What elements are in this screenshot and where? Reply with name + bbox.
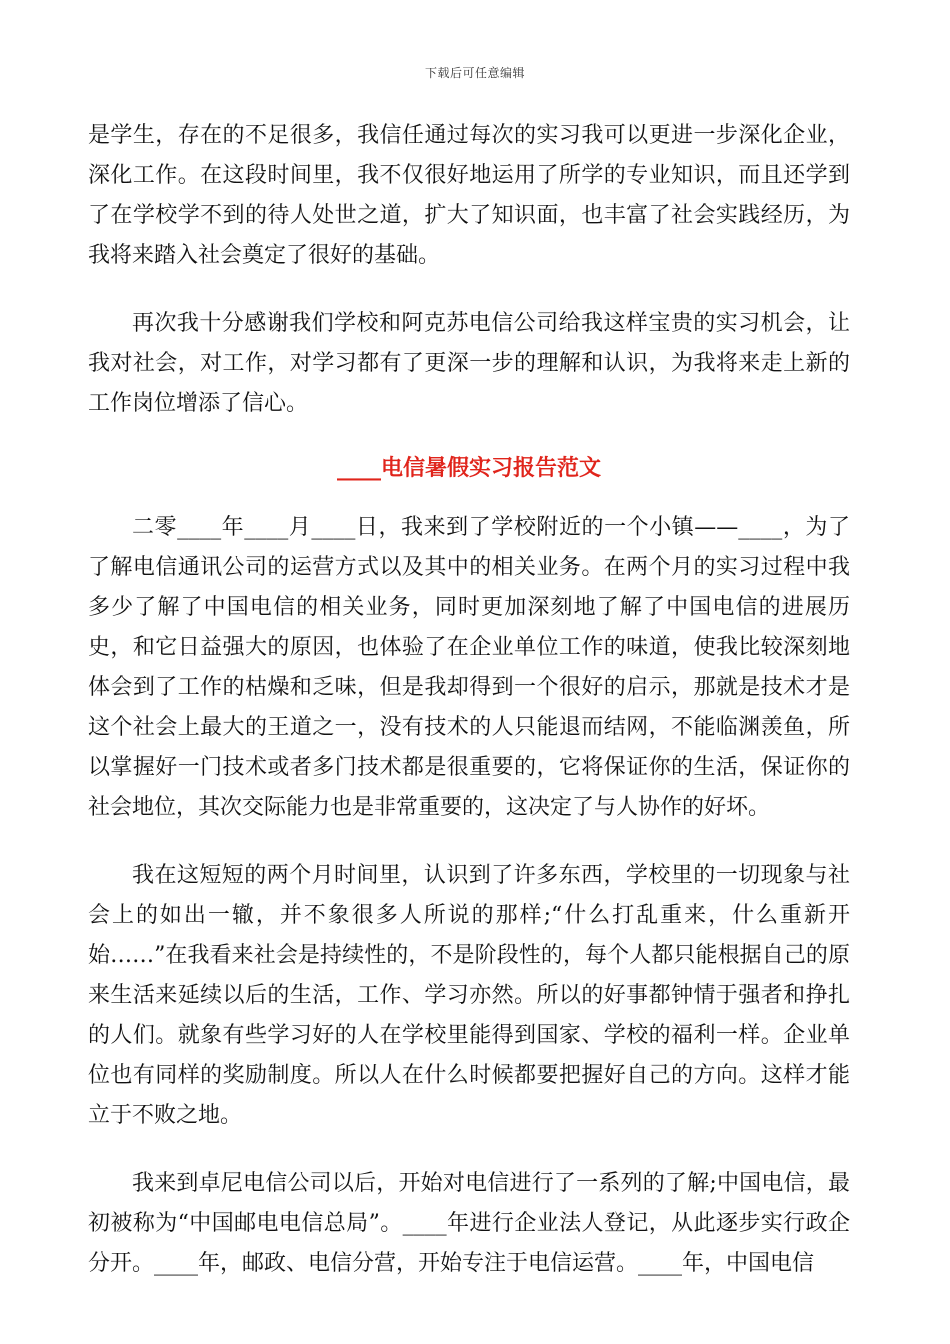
page-header: 下载后可任意编辑 <box>424 66 525 80</box>
paragraph-1: 是学生，存在的不足很多，我信任通过每次的实习我可以更进一步深化企业，深化工作。在这段时间里，我不仅很好地运用了所学的专业知识，而且还学到了在学校学不到的待人处世之道，扩大了知识面，也丰富了社会实践经历，为我将来踏入社会奠定了很好的基础。 <box>88 123 850 268</box>
document-body <box>88 116 850 1312</box>
paragraph-2: 再次我十分感谢我们学校和阿克苏电信公司给我这样宝贵的实习机会，让我对社会，对工作，对学习都有了更深一步的理解和认识，为我将来走上新的工作岗位增添了信心。 <box>88 311 850 416</box>
paragraph-3: 二零____年____月____日，我来到了学校附近的一个小镇——____，为了了解电信通讯公司的运营方式以及其中的相关业务。在两个月的实习过程中我多少了解了中国电信的相关业务，同时更加深刻地了解了中国电信的进展历史，和它日益强大的原因，也体验了在企业单位工作的味道，使我比较深刻地体会到了工作的枯燥和乏味，但是我却得到一个很好的启示，那就是技术才是这个社会上最大的王道之一，没有技术的人只能退而结网，不能临渊羡鱼，所以掌握好一门技术或者多门技术都是很重要的，它将保证你的生活，保证你的社会地位，其次交际能力也是非常重要的，这决定了与人协作的好坏。 <box>88 515 850 820</box>
paragraph-4: 我在这短短的两个月时间里，认识到了许多东西，学校里的一切现象与社会上的如出一辙，并不象很多人所说的那样;“什么打乱重来，什么重新开始……”在我看来社会是持续性的，不是阶段性的，每个人都只能根据自己的原来生活来延续以后的生活，工作、学习亦然。所以的好事都钟情于强者和挣扎的人们。就象有些学习好的人在学校里能得到国家、学校的福利一样。企业单位也有同样的奖励制度。所以人在什么时候都要把握好自己的方向。这样才能立于不败之地。 <box>88 863 850 1128</box>
paragraph-5: 我来到卓尼电信公司以后，开始对电信进行了一系列的了解;中国电信，最初被称为“中国邮电电信总局”。____年进行企业法人登记，从此逐步实行政企分开。____年，邮政、电信分营，开始专注于电信运营。____年，中国电信 <box>88 1171 850 1276</box>
section-title: ____电信暑假实习报告范文 <box>336 455 601 481</box>
